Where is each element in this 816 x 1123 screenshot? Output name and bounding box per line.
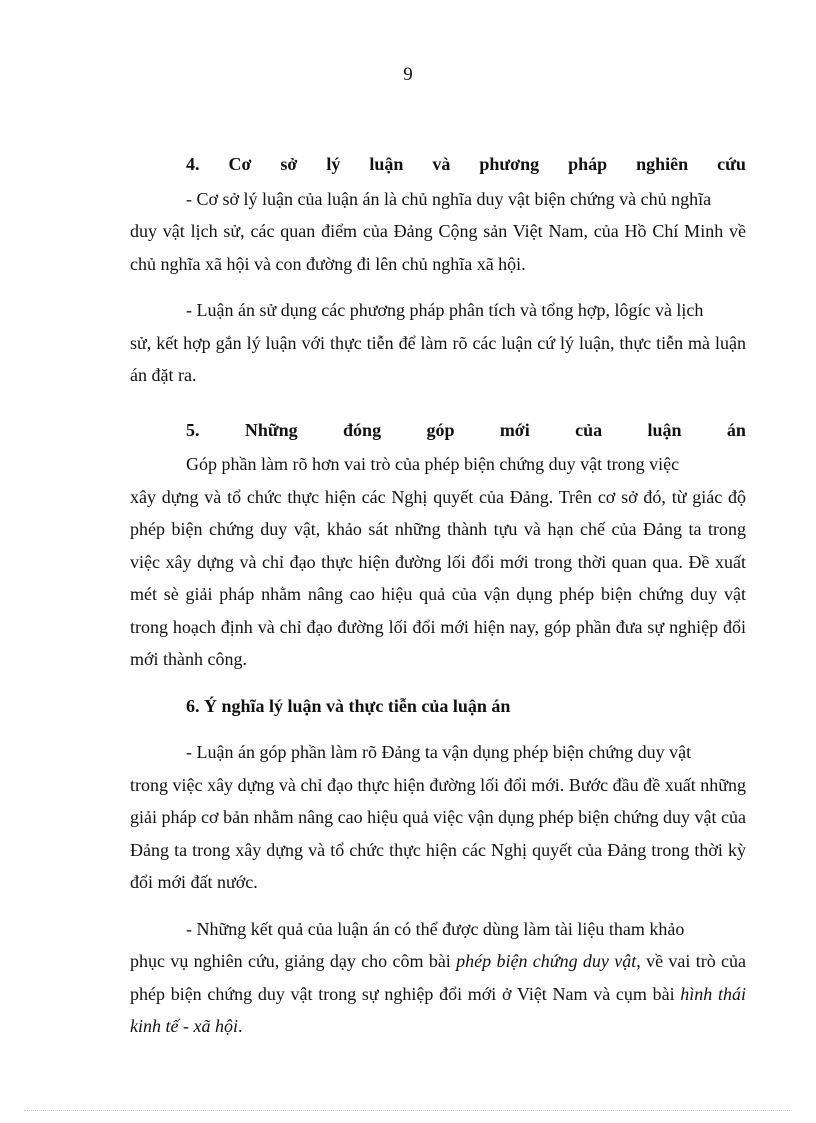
heading-word: 5. <box>186 419 200 440</box>
section-4-paragraph-1-cont <box>130 215 746 280</box>
heading-word: cứu <box>717 154 746 174</box>
heading-word: góp <box>426 419 455 440</box>
heading-word: và <box>432 154 451 174</box>
page-footer-divider <box>24 1110 792 1111</box>
section-5-paragraph-1-cont <box>130 481 746 676</box>
paragraph-text: sử, kết hợp gắn lý luận với thực tiễn để làm rõ các luận cứ lý luận, thực tiễn mà luận án đặt ra. <box>130 332 746 385</box>
heading-word: mới <box>499 419 530 440</box>
heading-word: lý <box>326 154 341 174</box>
heading-word: luận <box>647 419 682 440</box>
italic-phrase: hình thái kinh tế - xã hội <box>130 983 746 1036</box>
italic-phrase: phép biện chứng duy vật <box>456 951 637 971</box>
paragraph-text: , về vai trò của phép biện chứng duy vật trong sự nghiệp đổi mới ở Việt Nam và cụm bài <box>130 951 747 1004</box>
paragraph-first-line: - Những kết quả của luận án có thể được dùng làm tài liệu tham khảo <box>186 918 685 939</box>
heading-word: án <box>726 419 746 440</box>
section-4-paragraph-2 <box>186 294 746 327</box>
section-4-paragraph-2-cont <box>130 327 746 392</box>
paragraph-text: duy vật lịch sử, các quan điểm của Đảng Cộng sản Việt Nam, của Hồ Chí Minh về chủ nghĩa xã hội và con đường đi lên chủ nghĩa xã hội. <box>130 221 746 274</box>
section-6-paragraph-2 <box>186 913 746 946</box>
section-6-heading: 6. Ý nghĩa lý luận và thực tiễn của luận án <box>186 695 511 716</box>
heading-word: Những <box>244 419 298 440</box>
section-6-paragraph-1 <box>186 736 746 769</box>
heading-word: nghiên <box>636 154 689 174</box>
section-4-heading <box>186 148 746 181</box>
heading-word: luận <box>369 154 404 174</box>
heading-word: đóng <box>343 419 382 440</box>
section-5-heading <box>186 414 746 447</box>
heading-word: sở <box>280 154 298 174</box>
heading-word: phương <box>479 154 540 174</box>
paragraph-first-line: Góp phần làm rõ hơn vai trò của phép biện chứng duy vật trong việc <box>186 454 680 474</box>
section-5-paragraph-1 <box>186 448 746 481</box>
heading-word: Cơ <box>228 154 252 174</box>
paragraph-first-line: - Luận án sử dụng các phương pháp phân tích và tổng hợp, lôgíc và lịch <box>186 300 704 320</box>
paragraph-first-line: - Luận án góp phần làm rõ Đảng ta vận dụng phép biện chứng duy vật <box>186 742 692 762</box>
section-6-paragraph-2-cont <box>130 945 746 1043</box>
heading-word: 4. <box>186 154 200 174</box>
paragraph-text: phục vụ nghiên cứu, giảng dạy cho côm bài <box>130 951 451 971</box>
page-number: 9 <box>403 64 413 85</box>
heading-word: pháp <box>568 154 608 174</box>
paragraph-text: . <box>237 1016 243 1036</box>
section-4-paragraph-1 <box>186 183 746 216</box>
section-6-paragraph-1-cont <box>130 769 746 899</box>
paragraph-text: trong việc xây dựng và chỉ đạo thực hiện đường lối đổi mới. Bước đầu đề xuất những giải pháp cơ bản nhằm nâng cao hiệu quả việc vận dụng phép biện chứng duy vật của Đảng ta trong xây dựng và tổ chức thực hiện các Nghị quyết của Đảng trong thời kỳ đổi mới đất nước. <box>130 774 746 892</box>
paragraph-text: xây dựng và tổ chức thực hiện các Nghị quyết của Đảng. Trên cơ sở đó, từ giác độ phép biện chứng duy vật, khảo sát những thành tựu và hạn chế của Đảng ta trong việc xây dựng và chỉ đạo thực hiện đường lối đổi mới trong thời quan qua. Đề xuất mét sè giải pháp nhằm nâng cao hiệu quả của vận dụng phép biện chứng duy vật trong hoạch định và chỉ đạo đường lối đổi mới hiện nay, góp phần đưa sự nghiệp đổi mới thành công. <box>130 486 746 669</box>
document-body <box>130 148 747 1043</box>
heading-word: của <box>575 419 603 440</box>
paragraph-first-line: - Cơ sở lý luận của luận án là chủ nghĩa duy vật biện chứng và chủ nghĩa <box>186 188 712 209</box>
